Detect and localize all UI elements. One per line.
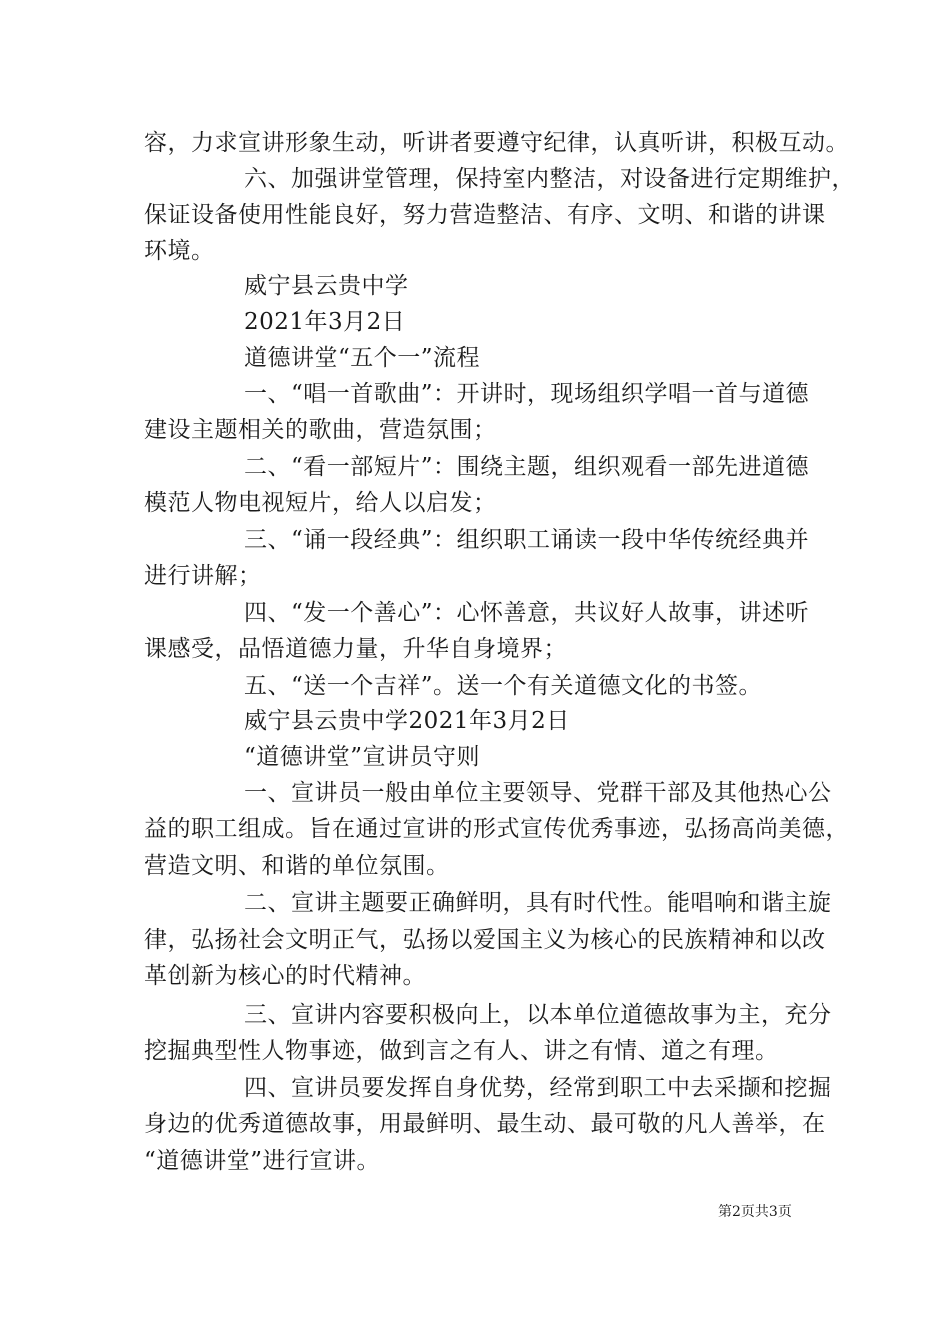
- text-line: 三、宣讲内容要积极向上，以本单位道德故事为主，充分: [244, 1002, 832, 1028]
- signature-date: 2021年3月2日: [244, 309, 406, 335]
- text-line: 保证设备使用性能良好，努力营造整洁、有序、文明、和谐的讲课: [144, 202, 826, 228]
- text-line: 挖掘典型性人物事迹，做到言之有人、讲之有情、道之有理。: [144, 1038, 779, 1064]
- text-line: 益的职工组成。旨在通过宣讲的形式宣传优秀事迹，弘扬高尚美德，: [144, 816, 849, 842]
- section-heading: “道德讲堂”宣讲员守则: [244, 744, 481, 770]
- signature-org-date: 威宁县云贵中学2021年3月2日: [244, 708, 570, 734]
- text-line: 环境。: [144, 238, 215, 264]
- text-line: 一、“唱一首歌曲”：开讲时，现场组织学唱一首与道德: [244, 381, 810, 407]
- text-line: 进行讲解；: [144, 563, 262, 589]
- text-line: 营造文明、和谐的单位氛围。: [144, 853, 450, 879]
- signature-org: 威宁县云贵中学: [244, 273, 409, 299]
- text-line: 二、宣讲主题要正确鲜明，具有时代性。能唱响和谐主旋: [244, 890, 832, 916]
- page-number: 第2页共3页: [718, 1204, 792, 1220]
- text-line: 革创新为核心的时代精神。: [144, 963, 426, 989]
- text-line: 身边的优秀道德故事，用最鲜明、最生动、最可敬的凡人善举，在: [144, 1111, 826, 1137]
- text-line: 四、“发一个善心”：心怀善意，共议好人故事，讲述听: [244, 600, 810, 626]
- text-line: 律，弘扬社会文明正气，弘扬以爱国主义为核心的民族精神和以改: [144, 927, 826, 953]
- text-line: 四、宣讲员要发挥自身优势，经常到职工中去采撷和挖掘: [244, 1075, 832, 1101]
- section-heading: 道德讲堂“五个一”流程: [244, 345, 481, 371]
- text-line: 模范人物电视短片，给人以启发；: [144, 490, 497, 516]
- text-line: 一、宣讲员一般由单位主要领导、党群干部及其他热心公: [244, 780, 832, 806]
- text-line: 三、“诵一段经典”：组织职工诵读一段中华传统经典并: [244, 527, 810, 553]
- text-line: 二、“看一部短片”：围绕主题，组织观看一部先进道德: [244, 454, 810, 480]
- text-line: 容，力求宣讲形象生动，听讲者要遵守纪律，认真听讲，积极互动。: [144, 130, 849, 156]
- text-line: 五、“送一个吉祥”。送一个有关道德文化的书签。: [244, 673, 763, 699]
- text-line: “道德讲堂”进行宣讲。: [144, 1148, 381, 1174]
- text-line: 课感受，品悟道德力量，升华自身境界；: [144, 636, 567, 662]
- text-line: 六、加强讲堂管理，保持室内整洁，对设备进行定期维护，: [244, 166, 855, 192]
- text-line: 建设主题相关的歌曲，营造氛围；: [144, 417, 497, 443]
